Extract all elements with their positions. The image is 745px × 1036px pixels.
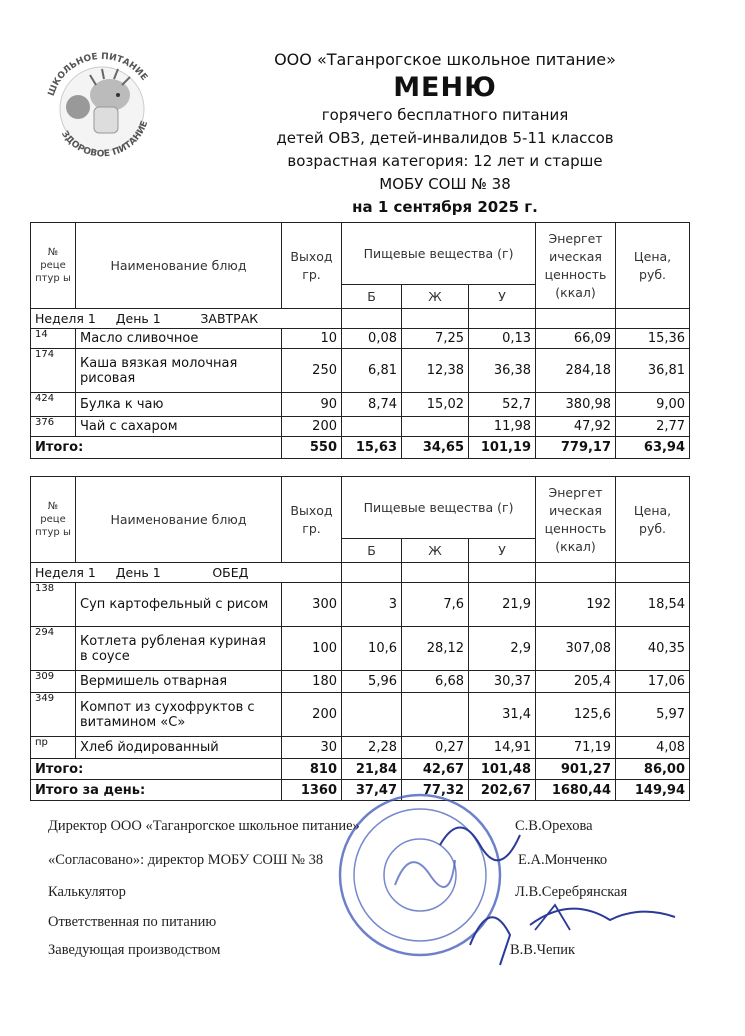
recipe-number: 14 [31,329,76,349]
kcal-value: 307,08 [536,627,616,671]
table-row [31,583,690,627]
col-price-header: Цена, руб. [616,477,690,563]
recipe-number: 138 [31,583,76,627]
agreed-name: Е.А.Монченко [518,852,608,868]
col-recipe-header: № реце птур ы [31,477,76,563]
production-head-name: В.В.Чепик [510,942,576,958]
col-nutrients-header: Пищевые вещества (г) [342,477,536,539]
svg-text:ШКОЛЬНОЕ ПИТАНИЕ: ШКОЛЬНОЕ ПИТАНИЕ [46,51,149,98]
nutrition-responsible-role: Ответственная по питанию [48,914,217,930]
yield-value: 30 [282,737,342,759]
total-carb: 101,48 [469,759,536,780]
yield-value: 200 [282,693,342,737]
total-price: 63,94 [616,437,690,459]
protein-value [342,693,402,737]
menu-title: МЕНЮ [393,72,497,103]
col-yield-header: Выход гр. [282,477,342,563]
yield-value: 200 [282,417,342,437]
price-value: 9,00 [616,393,690,417]
protein-value: 8,74 [342,393,402,417]
protein-value: 2,28 [342,737,402,759]
director-role: Директор ООО «Таганрогское школьное питание» [48,818,360,834]
svg-text:ЗДОРОВОЕ ПИТАНИЕ: ЗДОРОВОЕ ПИТАНИЕ [58,119,151,160]
recipe-number: 294 [31,627,76,671]
table-row [31,329,690,349]
dish-name: Суп картофельный с рисом [76,583,282,627]
col-price-header: Цена, руб. [616,223,690,309]
agreed-role: «Согласовано»: директор МОБУ СОШ № 38 [48,852,324,868]
day-total-kcal: 1680,44 [536,780,616,801]
protein-value: 10,6 [342,627,402,671]
table-row [31,393,690,417]
total-kcal: 901,27 [536,759,616,780]
meal-label: ОБЕД [212,565,249,580]
kcal-value: 71,19 [536,737,616,759]
table-row [31,627,690,671]
org-name: ООО «Таганрогское школьное питание» [274,50,616,69]
protein-value: 3 [342,583,402,627]
table-row [31,417,690,437]
dish-name: Масло сливочное [76,329,282,349]
day-total-yield: 1360 [282,780,342,801]
day-total-price: 149,94 [616,780,690,801]
dish-name: Вермишель отварная [76,671,282,693]
dish-name: Котлета рубленая куриная в соусе [76,627,282,671]
calculator-name: Л.В.Серебрянская [515,884,628,900]
recipe-number: пр [31,737,76,759]
fat-value: 28,12 [402,627,469,671]
yield-value: 90 [282,393,342,417]
total-row [31,437,690,459]
col-b-header: Б [342,539,402,563]
recipe-number: 376 [31,417,76,437]
dish-name: Компот из сухофруктов с витамином «С» [76,693,282,737]
fat-value: 15,02 [402,393,469,417]
week-label: Неделя 1 [35,565,96,580]
col-zh-header: Ж [402,285,469,309]
table-row [31,349,690,393]
fat-value [402,693,469,737]
dish-name: Хлеб йодированный [76,737,282,759]
total-row [31,759,690,780]
price-value: 17,06 [616,671,690,693]
carb-value: 21,9 [469,583,536,627]
meal-label: ЗАВТРАК [200,311,259,326]
yield-value: 100 [282,627,342,671]
day-total-protein: 37,47 [342,780,402,801]
col-nutrients-header: Пищевые вещества (г) [342,223,536,285]
week-day-meal [31,309,342,329]
col-energy-header: Энергет ическая ценность (ккал) [536,477,616,563]
col-energy-header: Энергет ическая ценность (ккал) [536,223,616,309]
recipe-number: 349 [31,693,76,737]
price-value: 36,81 [616,349,690,393]
price-value: 4,08 [616,737,690,759]
day-total-fat: 77,32 [402,780,469,801]
price-value: 18,54 [616,583,690,627]
school-nutrition-logo [38,45,166,173]
week-day-meal [31,563,342,583]
fat-value: 7,25 [402,329,469,349]
total-carb: 101,19 [469,437,536,459]
total-kcal: 779,17 [536,437,616,459]
recipe-number: 424 [31,393,76,417]
day-total-label: Итого за день: [31,780,282,801]
carb-value: 14,91 [469,737,536,759]
table-row [31,671,690,693]
yield-value: 10 [282,329,342,349]
fat-value [402,417,469,437]
carb-value: 0,13 [469,329,536,349]
price-value: 2,77 [616,417,690,437]
total-label: Итого: [31,437,282,459]
total-yield: 810 [282,759,342,780]
kcal-value: 47,92 [536,417,616,437]
table-row [31,693,690,737]
week-label: Неделя 1 [35,311,96,326]
kcal-value: 192 [536,583,616,627]
col-u-header: У [469,539,536,563]
col-u-header: У [469,285,536,309]
col-name-header: Наименование блюд [76,477,282,563]
fat-value: 12,38 [402,349,469,393]
carb-value: 31,4 [469,693,536,737]
age-category: возрастная категория: 12 лет и старше [287,152,603,170]
total-yield: 550 [282,437,342,459]
fat-value: 6,68 [402,671,469,693]
kcal-value: 205,4 [536,671,616,693]
carb-value: 36,38 [469,349,536,393]
menu-date: на 1 сентября 2025 г. [352,198,538,216]
kcal-value: 125,6 [536,693,616,737]
kcal-value: 380,98 [536,393,616,417]
yield-value: 250 [282,349,342,393]
dish-name: Каша вязкая молочная рисовая [76,349,282,393]
col-b-header: Б [342,285,402,309]
price-value: 5,97 [616,693,690,737]
carb-value: 11,98 [469,417,536,437]
lunch-table [30,476,690,801]
col-zh-header: Ж [402,539,469,563]
protein-value [342,417,402,437]
protein-value: 0,08 [342,329,402,349]
col-recipe-header: № реце птур ы [31,223,76,309]
carb-value: 2,9 [469,627,536,671]
dish-name: Булка к чаю [76,393,282,417]
total-price: 86,00 [616,759,690,780]
total-fat: 34,65 [402,437,469,459]
breakfast-table [30,222,690,459]
production-head-role: Заведующая производством [48,942,221,958]
fat-value: 7,6 [402,583,469,627]
subtitle-line-1: горячего бесплатного питания [321,106,569,124]
calculator-role: Калькулятор [48,884,126,900]
fat-value: 0,27 [402,737,469,759]
col-name-header: Наименование блюд [76,223,282,309]
kcal-value: 284,18 [536,349,616,393]
price-value: 40,35 [616,627,690,671]
carb-value: 30,37 [469,671,536,693]
total-fat: 42,67 [402,759,469,780]
total-protein: 21,84 [342,759,402,780]
carb-value: 52,7 [469,393,536,417]
recipe-number: 309 [31,671,76,693]
school-name: МОБУ СОШ № 38 [379,175,511,193]
director-name: С.В.Орехова [515,818,593,834]
total-protein: 15,63 [342,437,402,459]
yield-value: 180 [282,671,342,693]
dish-name: Чай с сахаром [76,417,282,437]
table-row [31,737,690,759]
yield-value: 300 [282,583,342,627]
day-total-carb: 202,67 [469,780,536,801]
price-value: 15,36 [616,329,690,349]
day-label: День 1 [115,311,161,326]
col-yield-header: Выход гр. [282,223,342,309]
kcal-value: 66,09 [536,329,616,349]
total-label: Итого: [31,759,282,780]
recipe-number: 174 [31,349,76,393]
protein-value: 5,96 [342,671,402,693]
day-label: День 1 [115,565,161,580]
subtitle-line-2: детей ОВЗ, детей-инвалидов 5-11 классов [276,129,614,147]
protein-value: 6,81 [342,349,402,393]
